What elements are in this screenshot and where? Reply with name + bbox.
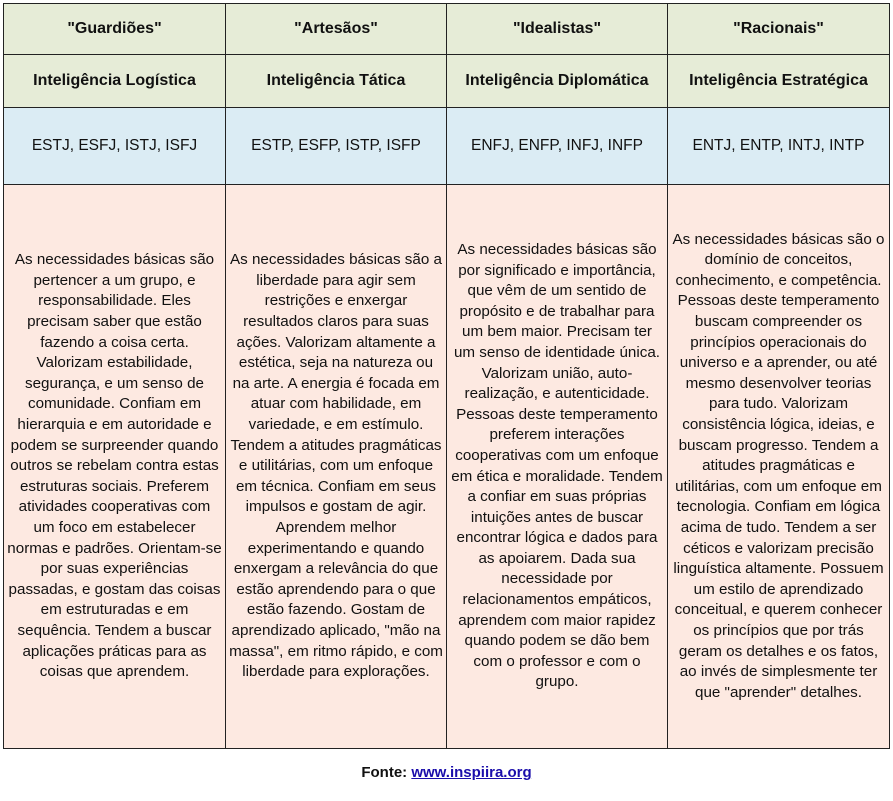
temperament-name-cell: "Idealistas": [447, 4, 668, 55]
intelligence-cell: Inteligência Estratégica: [668, 55, 890, 108]
temperament-name-cell: "Racionais": [668, 4, 890, 55]
description-cell: As necessidades básicas são por significado e importância, que vêm de um sentido de propósito e de trabalhar para um bem maior. Precisam ter um senso de identidade única. Valorizam união, auto-realização, e autenticidade. Pessoas deste temperamento preferem interações cooperativas com um enfoque em ética e moralidade. Tendem a confiar em suas próprias intuições antes de buscar encontrar lógica e dados para as apoiarem. Dada sua necessidade por relacionamentos empáticos, aprendem com maior rapidez quando podem se dão bem com o professor e com o grupo.: [447, 185, 668, 749]
personality-types-cell: ESTP, ESFP, ISTP, ISFP: [226, 108, 447, 185]
intelligence-cell: Inteligência Logística: [4, 55, 226, 108]
source-line: [0, 764, 893, 781]
personality-types-cell: ESTJ, ESFJ, ISTJ, ISFJ: [4, 108, 226, 185]
intelligence-row: [4, 55, 890, 108]
source-label: Fonte:: [361, 764, 408, 781]
description-cell: As necessidades básicas são a liberdade para agir sem restrições e enxergar resultados claros para suas ações. Valorizam altamente a estética, seja na natureza ou na arte. A energia é focada em atuar com habilidade, em variedade, e em estímulo. Tendem a atitudes pragmáticas e utilitárias, com um enfoque em técnica. Confiam em seus impulsos e gostam de agir. Aprendem melhor experimentando e quando enxergam a relevância do que estão aprendendo para o que estão fazendo. Gostam de aprendizado aplicado, "mão na massa", em ritmo rápido, e com liberdade para explorações.: [226, 185, 447, 749]
intelligence-cell: Inteligência Tática: [226, 55, 447, 108]
intelligence-cell: Inteligência Diplomática: [447, 55, 668, 108]
temperament-name-cell: "Artesãos": [226, 4, 447, 55]
temperament-name-row: [4, 4, 890, 55]
personality-types-cell: ENFJ, ENFP, INFJ, INFP: [447, 108, 668, 185]
temperaments-table: [3, 3, 890, 749]
description-row: [4, 185, 890, 749]
description-cell: As necessidades básicas são o domínio de conceitos, conhecimento, e competência. Pessoas deste temperamento buscam compreender os princípios operacionais do universo e a aprender, ou até mesmo desenvolver teorias para tudo. Valorizam consistência lógica, ideias, e buscam progresso. Tendem a atitudes pragmáticas e utilitárias, com um enfoque em tecnologia. Confiam em lógica acima de tudo. Tendem a ser céticos e valorizam precisão linguística altamente. Possuem um estilo de aprendizado conceitual, e querem conhecer os princípios que por trás geram os detalhes e os fatos, ao invés de simplesmente ter que "aprender" detalhes.: [668, 185, 890, 749]
personality-types-cell: ENTJ, ENTP, INTJ, INTP: [668, 108, 890, 185]
temperament-name-cell: "Guardiões": [4, 4, 226, 55]
source-link[interactable]: www.inspiira.org: [411, 764, 532, 781]
personality-types-row: [4, 108, 890, 185]
description-cell: As necessidades básicas são pertencer a um grupo, e responsabilidade. Eles precisam saber que estão fazendo a coisa certa. Valorizam estabilidade, segurança, e um senso de comunidade. Confiam em hierarquia e em autoridade e podem se surpreender quando outros se rebelam contra estas estruturas sociais. Preferem atividades cooperativas com um foco em estabelecer normas e padrões. Orientam-se por suas experiências passadas, e gostam das coisas em estruturadas e em sequência. Tendem a buscar aplicações práticas para as coisas que aprendem.: [4, 185, 226, 749]
